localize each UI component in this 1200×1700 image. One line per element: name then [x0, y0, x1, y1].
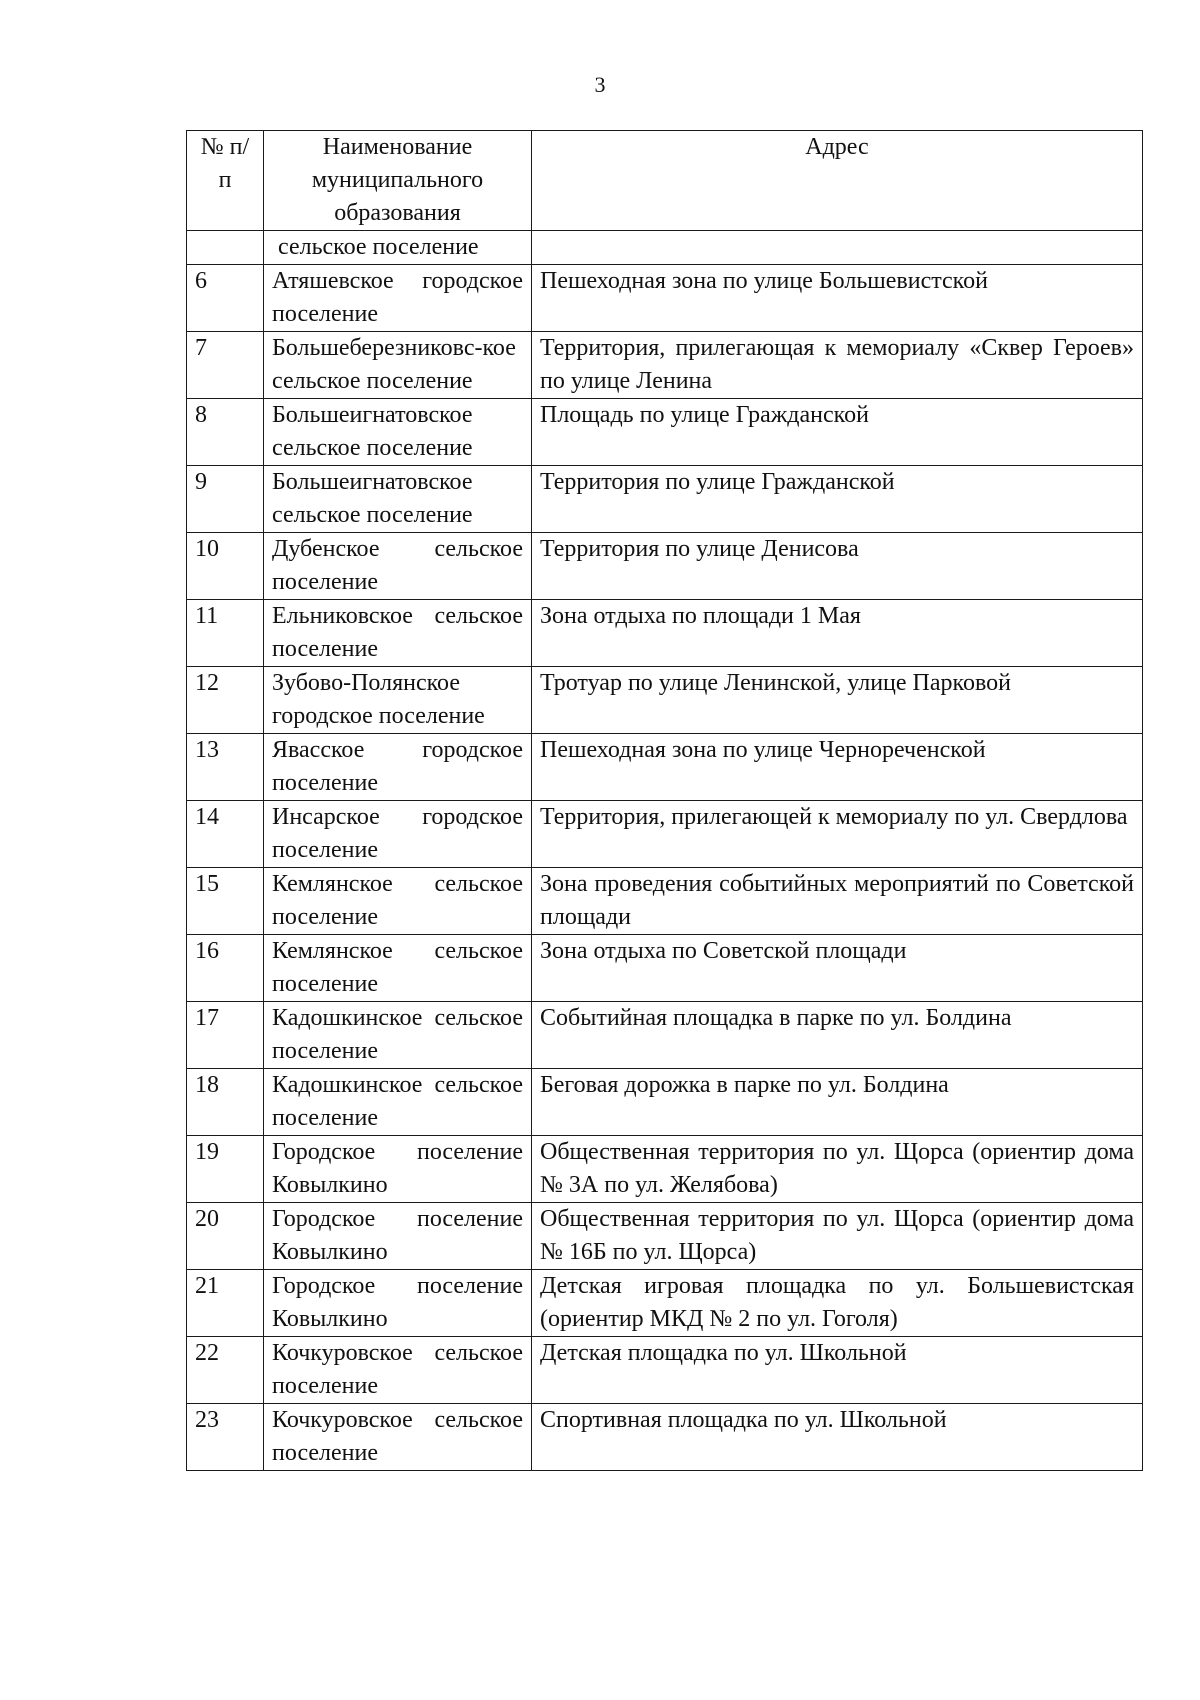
- registry-table: [186, 130, 1143, 1471]
- table-row: [187, 1270, 1143, 1337]
- table-row: [187, 466, 1143, 533]
- page-number: 3: [594, 72, 606, 97]
- cell-number: 13: [187, 734, 264, 801]
- cell-address: Детская игровая площадка по ул. Большевистская (ориентир МКД № 2 по ул. Гоголя): [532, 1270, 1143, 1337]
- cell-name: Атяшевское городское поселение: [264, 265, 532, 332]
- cell-number: 8: [187, 399, 264, 466]
- cell-name: Большеигнатовское сельское поселение: [264, 466, 532, 533]
- cell-number: 7: [187, 332, 264, 399]
- cell-address: Площадь по улице Гражданской: [532, 399, 1143, 466]
- table-row: [187, 868, 1143, 935]
- cell-address: Детская площадка по ул. Школьной: [532, 1337, 1143, 1404]
- cell-number: 15: [187, 868, 264, 935]
- header-name: Наименование муниципального образования: [264, 131, 532, 231]
- cell-number: 11: [187, 600, 264, 667]
- cell-address: Зона проведения событийных мероприятий по Советской площади: [532, 868, 1143, 935]
- header-address: Адрес: [532, 131, 1143, 231]
- table-row: [187, 1002, 1143, 1069]
- cell-address: Событийная площадка в парке по ул. Болдина: [532, 1002, 1143, 1069]
- cell-number: 20: [187, 1203, 264, 1270]
- cell-address: Территория по улице Денисова: [532, 533, 1143, 600]
- cell-number: 19: [187, 1136, 264, 1203]
- cell-name: Кочкуровское сельское поселение: [264, 1404, 532, 1471]
- cell-name: Зубово-Полянское городское поселение: [264, 667, 532, 734]
- cell-address: Территория, прилегающая к мемориалу «Сквер Героев» по улице Ленина: [532, 332, 1143, 399]
- cell-address: Зона отдыха по Советской площади: [532, 935, 1143, 1002]
- cell-name: Кадошкинское сельское поселение: [264, 1002, 532, 1069]
- cell-number: 22: [187, 1337, 264, 1404]
- table-row: [187, 801, 1143, 868]
- table-row: [187, 600, 1143, 667]
- table-row: [187, 667, 1143, 734]
- table-row: [187, 332, 1143, 399]
- cell-name: Кочкуровское сельское поселение: [264, 1337, 532, 1404]
- table-row: [187, 1337, 1143, 1404]
- cell-name: Ельниковское сельское поселение: [264, 600, 532, 667]
- cell-number: 10: [187, 533, 264, 600]
- table-row: [187, 1203, 1143, 1270]
- table-row: [187, 734, 1143, 801]
- cell-address: Тротуар по улице Ленинской, улице Парковой: [532, 667, 1143, 734]
- table-row-continuation: [187, 231, 1143, 265]
- cell-name: Кадошкинское сельское поселение: [264, 1069, 532, 1136]
- table-row: [187, 1404, 1143, 1471]
- cell-number: 6: [187, 265, 264, 332]
- cell-name: Городское поселение Ковылкино: [264, 1270, 532, 1337]
- cell-name: Кемлянское сельское поселение: [264, 868, 532, 935]
- cell-number: 23: [187, 1404, 264, 1471]
- table-header-row: [187, 131, 1143, 231]
- cell-address: Спортивная площадка по ул. Школьной: [532, 1404, 1143, 1471]
- header-number: № п/п: [187, 131, 264, 231]
- cell-address: Территория по улице Гражданской: [532, 466, 1143, 533]
- cell-address: [532, 231, 1143, 265]
- cell-address: Беговая дорожка в парке по ул. Болдина: [532, 1069, 1143, 1136]
- cell-name: Инсарское городское поселение: [264, 801, 532, 868]
- table-row: [187, 265, 1143, 332]
- cell-name: Явасское городское поселение: [264, 734, 532, 801]
- table-row: [187, 399, 1143, 466]
- cell-name: Кемлянское сельское поселение: [264, 935, 532, 1002]
- table-row: [187, 1069, 1143, 1136]
- cell-number: 21: [187, 1270, 264, 1337]
- cell-number: 9: [187, 466, 264, 533]
- cell-address: Зона отдыха по площади 1 Мая: [532, 600, 1143, 667]
- cell-address: Территория, прилегающей к мемориалу по ул. Свердлова: [532, 801, 1143, 868]
- table-row: [187, 1136, 1143, 1203]
- cell-number: 18: [187, 1069, 264, 1136]
- cell-address: Пешеходная зона по улице Чернореченской: [532, 734, 1143, 801]
- cell-number: [187, 231, 264, 265]
- cell-address: Пешеходная зона по улице Большевистской: [532, 265, 1143, 332]
- cell-name: Дубенское сельское поселение: [264, 533, 532, 600]
- cell-number: 14: [187, 801, 264, 868]
- cell-name: Большеигнатовское сельское поселение: [264, 399, 532, 466]
- table-row: [187, 935, 1143, 1002]
- cell-number: 16: [187, 935, 264, 1002]
- cell-address: Общественная территория по ул. Щорса (ориентир дома № 16Б по ул. Щорса): [532, 1203, 1143, 1270]
- cell-name: сельское поселение: [264, 231, 532, 265]
- cell-number: 12: [187, 667, 264, 734]
- cell-address: Общественная территория по ул. Щорса (ориентир дома № 3А по ул. Желябова): [532, 1136, 1143, 1203]
- cell-name: Городское поселение Ковылкино: [264, 1136, 532, 1203]
- table-row: [187, 533, 1143, 600]
- cell-name: Большеберезниковс-кое сельское поселение: [264, 332, 532, 399]
- cell-number: 17: [187, 1002, 264, 1069]
- cell-name: Городское поселение Ковылкино: [264, 1203, 532, 1270]
